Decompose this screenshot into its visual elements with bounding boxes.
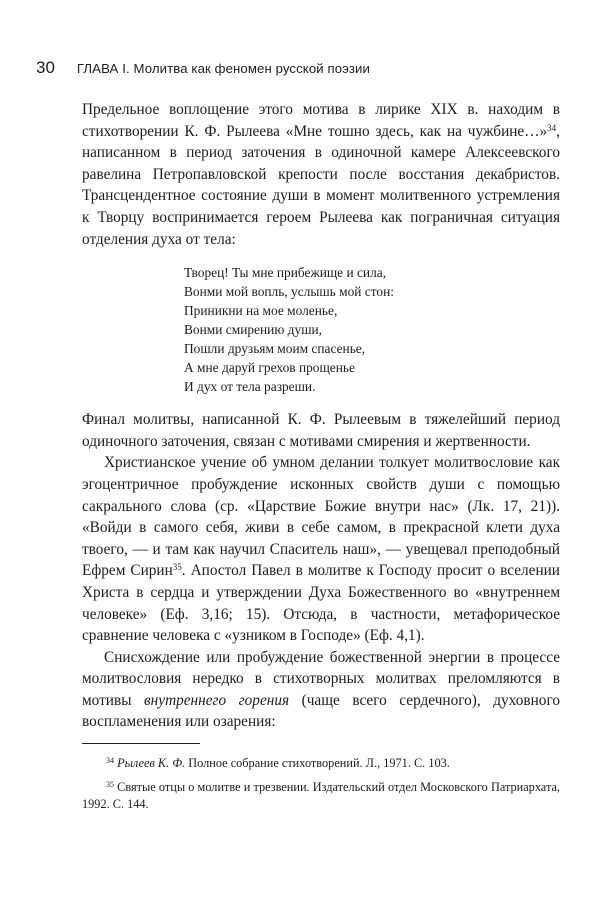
poem-line: Пошли друзьям моим спасенье, (184, 341, 366, 357)
page-number: 30 (36, 58, 55, 77)
footnote-number: 34 (106, 756, 114, 765)
footnote-text: Святые отцы о молитве и трезвении. Издательский отдел Московского Патриархата, 1992. С. 144. (82, 780, 561, 811)
paragraph-3-text-a: Христианское учение об умном делании толкует молитвословие как эгоцентричное пробуждение исконных свойств души с помощью сакрального слова (ср. «Царствие Божие внутри нас» (Лк. 17, 21)). «Войди в самого себя, живи в себе самом, в прекрасной клети духа твоего, — и там как научил Спаситель наш», — увещевал преподобный Ефрем Сирин (82, 454, 560, 580)
poem-line: Приникни на мое моленье, (184, 303, 338, 319)
paragraph-1-text-a: Предельное воплощение этого мотива в лирике XIX в. находим в стихотворении К. Ф. Рылеева «Мне тошно здесь, как на чужбине…» (82, 101, 560, 140)
footnote-35 (82, 779, 560, 813)
footnote-ref-34: 34 (547, 122, 557, 133)
chapter-title: ГЛАВА I. Молитва как феномен русской поэзии (76, 61, 370, 76)
poem-line: А мне даруй грехов прощенье (184, 360, 355, 376)
poem-line: Творец! Ты мне прибежище и сила, (184, 265, 387, 281)
poem-line: Вонми смирению души, (184, 322, 323, 338)
paragraph-4-text-a: Снисхождение или пробуждение божественной энергии в процессе молитвословия нередко в стихотворных молитвах преломляются в мотивы (82, 648, 560, 709)
paragraph-2: Финал молитвы, написанной К. Ф. Рылеевым в тяжелейший период одиночного заточения, связан с мотивами смирения и жертвенности. (82, 411, 560, 450)
footnote-number: 35 (106, 780, 114, 789)
poem-line: Вонми мой вопль, услышь мой стон: (184, 284, 395, 300)
footnote-34 (82, 755, 560, 772)
poem-line: И дух от тела разреши. (184, 379, 316, 395)
main-text (82, 99, 560, 733)
footnote-author: Рылеев К. Ф. (117, 756, 186, 770)
footnotes (82, 755, 560, 820)
footnote-ref-35: 35 (172, 562, 182, 573)
paragraph-3 (82, 452, 560, 646)
paragraph-4-italic: внутреннего горения (144, 691, 290, 709)
running-head (36, 58, 560, 78)
paragraph-3-text-b: . Апостол Павел в молитве к Господу просит о вселении Христа в сердца и утверждении Духа Божественного во «внутреннем человеке» (Еф. 3,16; 15). Отсюда, в частности, метафорическое сравнение человека с «узником в Господе» (Еф. 4,1). (82, 562, 560, 645)
paragraph-4-text-b: (чаще всего сердечного), духовного воспламенения или озарения: (82, 691, 560, 731)
paragraph-1-text-b: , написанном в период заточения в одиночной камере Алексеевского равелина Петропавловской крепости после восстания декабристов. Трансцендентное состояние души в момент молитвенного устремления к Творцу воспринимается героем Рылеева как пограничная ситуация отделения духа от тела: (82, 122, 560, 248)
poem-quote (184, 263, 560, 396)
footnote-divider (82, 743, 200, 744)
paragraph-4 (82, 647, 560, 733)
paragraph-1 (82, 99, 560, 250)
footnote-text: Полное собрание стихотворений. Л., 1971. С. 103. (185, 756, 450, 770)
